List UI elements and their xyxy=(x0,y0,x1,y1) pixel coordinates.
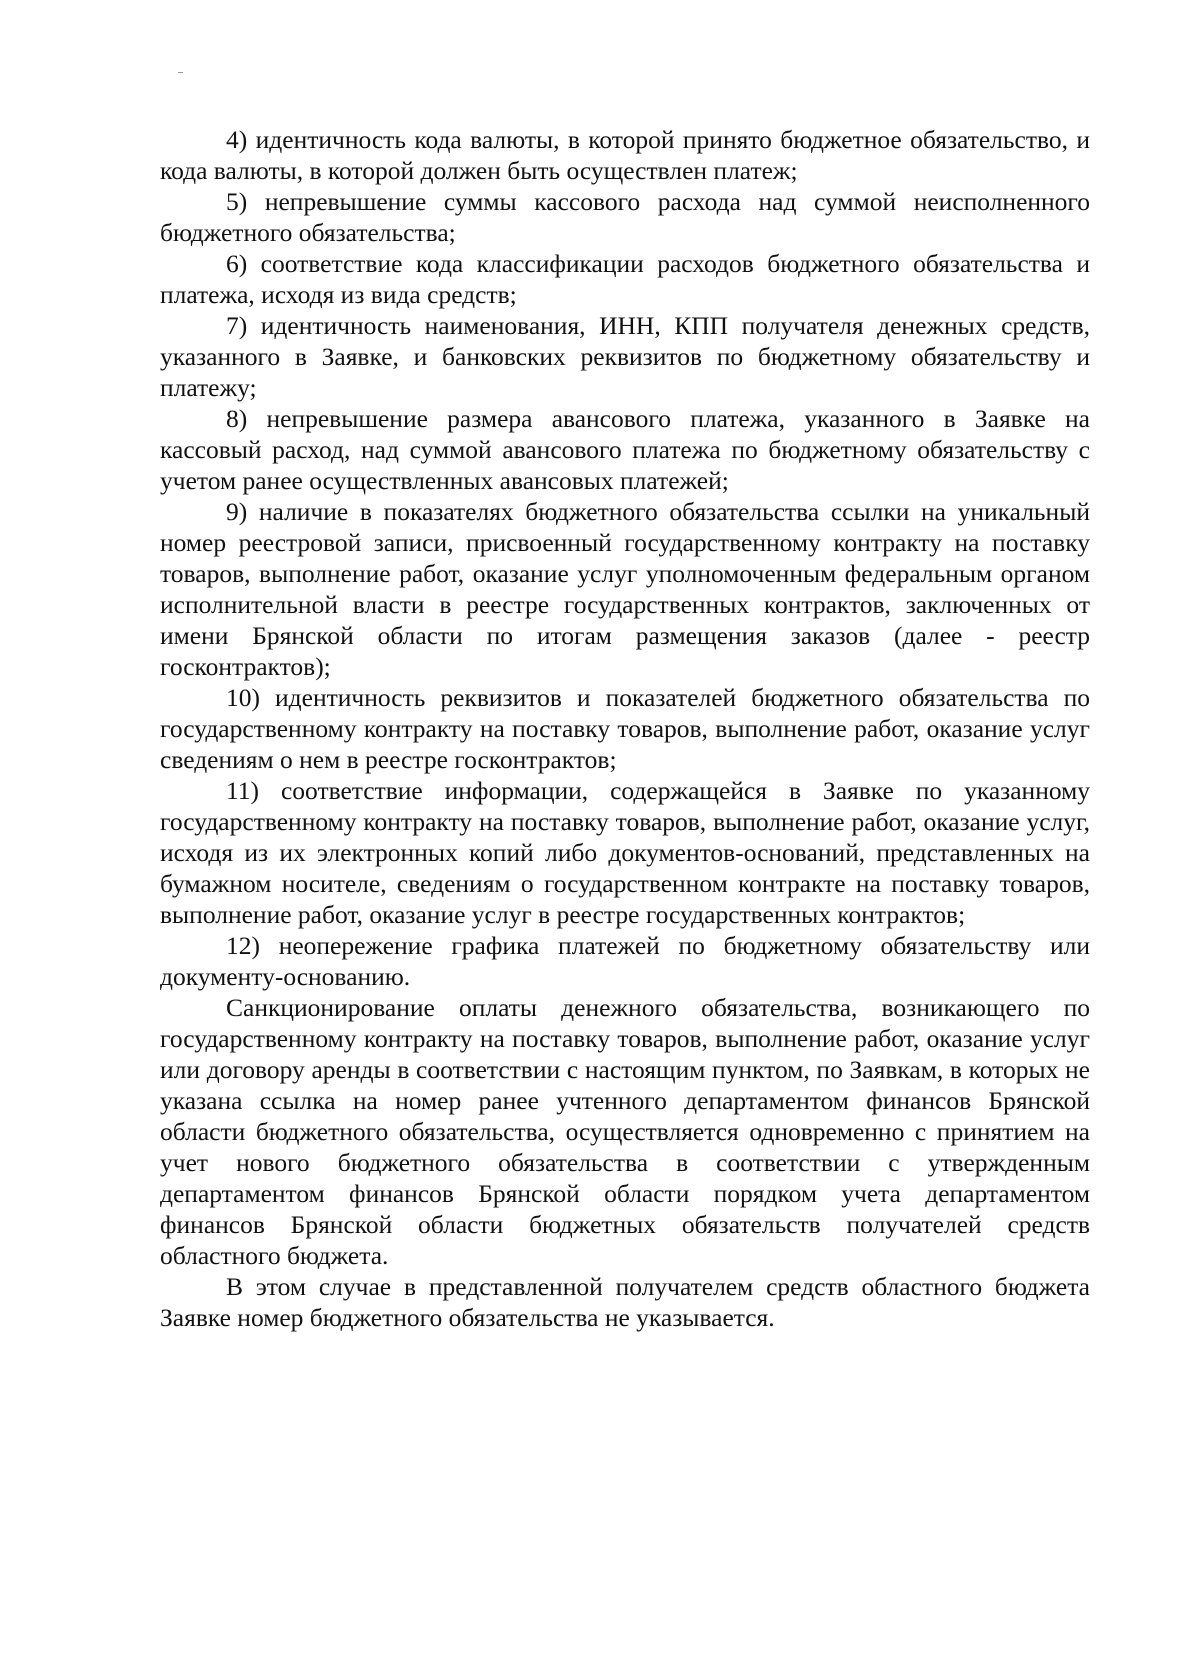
document-body xyxy=(160,124,1090,1333)
paragraph-item-5: 5) непревышение суммы кассового расхода над суммой неисполненного бюджетного обязательства; xyxy=(160,187,1090,247)
paragraph-item-12: 12) неопережение графика платежей по бюджетному обязательству или документу-основанию. xyxy=(160,931,1090,991)
paragraph-item-6: 6) соответствие кода классификации расходов бюджетного обязательства и платежа, исходя из вида средств; xyxy=(160,249,1090,309)
paragraph-item-8: 8) непревышение размера авансового платежа, указанного в Заявке на кассовый расход, над суммой авансового платежа по бюджетному обязательству с учетом ранее осуществленных авансовых платежей; xyxy=(160,404,1090,495)
paragraph-authorization: Санкционирование оплаты денежного обязательства, возникающего по государственному контракту на поставку товаров, выполнение работ, оказание услуг или договору аренды в соответствии с настоящим пунктом, по Заявкам, в которых не указана ссылка на номер ранее учтенного департаментом финансов Брянской области бюджетного обязательства, осуществляется одновременно с принятием на учет нового бюджетного обязательства в соответствии с утвержденным департаментом финансов Брянской области порядком учета департаментом финансов Брянской области бюджетных обязательств получателей средств областного бюджета. xyxy=(160,993,1090,1270)
paragraph-closing: В этом случае в представленной получателем средств областного бюджета Заявке номер бюджетного обязательства не указывается. xyxy=(160,1272,1090,1332)
paragraph-item-9: 9) наличие в показателях бюджетного обязательства ссылки на уникальный номер реестровой записи, присвоенный государственному контракту на поставку товаров, выполнение работ, оказание услуг уполномоченным федеральным органом исполнительной власти в реестре государственных контрактов, заключенных от имени Брянской области по итогам размещения заказов (далее - реестр госконтрактов); xyxy=(160,497,1090,681)
paragraph-item-7: 7) идентичность наименования, ИНН, КПП получателя денежных средств, указанного в Заявке, и банковских реквизитов по бюджетному обязательству и платежу; xyxy=(160,311,1090,402)
paragraph-item-10: 10) идентичность реквизитов и показателей бюджетного обязательства по государственному контракту на поставку товаров, выполнение работ, оказание услуг сведениям о нем в реестре госконтрактов; xyxy=(160,683,1090,774)
paragraph-item-4: 4) идентичность кода валюты, в которой принято бюджетное обязательство, и кода валюты, в которой должен быть осуществлен платеж; xyxy=(160,125,1090,185)
paragraph-item-11: 11) соответствие информации, содержащейся в Заявке по указанному государственному контракту на поставку товаров, выполнение работ, оказание услуг, исходя из их электронных копий либо документов-оснований, представленных на бумажном носителе, сведениям о государственном контракте на поставку товаров, выполнение работ, оказание услуг в реестре государственных контрактов; xyxy=(160,776,1090,929)
scan-speck xyxy=(178,72,183,73)
